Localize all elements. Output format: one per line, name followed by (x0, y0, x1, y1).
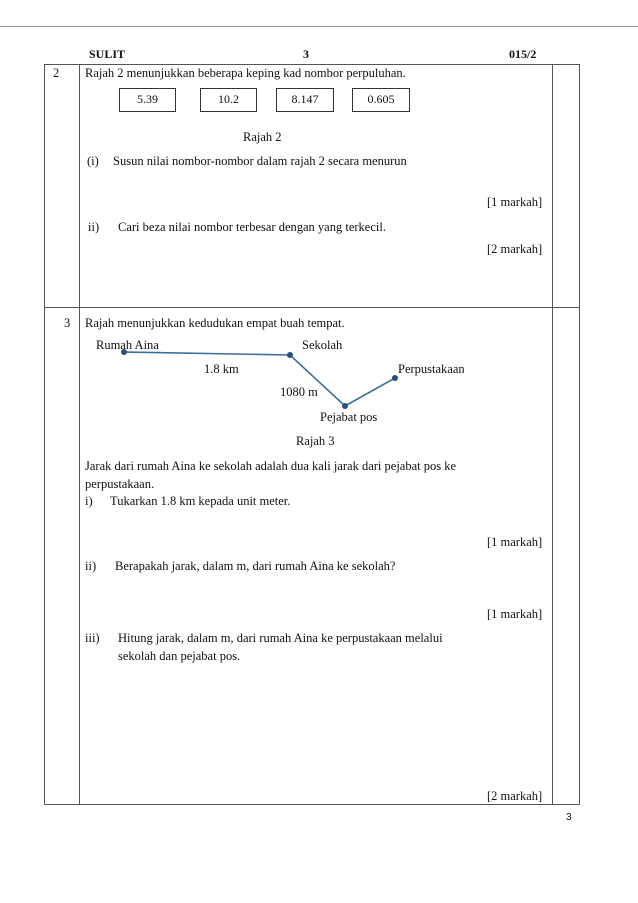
q2-part-ii-marks: [2 markah] (487, 242, 543, 256)
postoffice-point (342, 403, 348, 409)
label-distance-school-post: 1080 m (280, 385, 318, 399)
header-page-number: 3 (303, 47, 309, 61)
q2-part-ii-label: ii) (88, 220, 100, 234)
q2-stem: Rajah 2 menunjukkan beberapa keping kad nombor perpuluhan. (85, 66, 406, 80)
q3-info-line-1: Jarak dari rumah Aina ke sekolah adalah dua kali jarak dari pejabat pos ke (85, 459, 457, 473)
q3-part-iii-line-1: Hitung jarak, dalam m, dari rumah Aina ke perpustakaan melalui (118, 631, 443, 645)
q3-info-line-2: perpustakaan. (85, 477, 155, 491)
q3-figure-caption: Rajah 3 (296, 434, 335, 448)
q3-part-i-marks: [1 markah] (487, 535, 543, 549)
q3-part-iii-line-2: sekolah dan pejabat pos. (118, 649, 241, 663)
header-paper-code: 015/2 (509, 47, 537, 61)
q3-part-i-label: i) (85, 494, 93, 508)
q2-figure-caption: Rajah 2 (243, 130, 282, 144)
q3-stem: Rajah menunjukkan kedudukan empat buah tempat. (85, 316, 345, 330)
label-perpustakaan: Perpustakaan (398, 362, 465, 376)
school-point (287, 352, 293, 358)
number-card-3: 8.147 (276, 88, 334, 112)
q2-part-ii-text: Cari beza nilai nombor terbesar dengan yang terkecil. (118, 220, 386, 234)
q3-number: 3 (64, 316, 71, 330)
label-pejabat-pos: Pejabat pos (320, 410, 378, 424)
q3-part-i-text: Tukarkan 1.8 km kepada unit meter. (110, 494, 291, 508)
route-line (124, 352, 395, 406)
q2-number: 2 (53, 66, 60, 80)
q3-part-iii-marks: [2 markah] (487, 789, 543, 803)
q2-part-i-marks: [1 markah] (487, 195, 543, 209)
label-distance-home-school: 1.8 km (204, 362, 239, 376)
number-card-1: 5.39 (119, 88, 176, 112)
q3-part-iii-label: iii) (85, 631, 100, 645)
label-rumah-aina: Rumah Aina (96, 338, 159, 352)
header-sulit: SULIT (89, 47, 126, 61)
number-card-4: 0.605 (352, 88, 410, 112)
q2-part-i-label: (i) (87, 154, 99, 168)
number-card-2: 10.2 (200, 88, 257, 112)
label-sekolah: Sekolah (302, 338, 343, 352)
footer-page-number: 3 (566, 812, 572, 823)
q3-part-ii-marks: [1 markah] (487, 607, 543, 621)
q2-part-i-text: Susun nilai nombor-nombor dalam rajah 2 secara menurun (113, 154, 407, 168)
q3-part-ii-text: Berapakah jarak, dalam m, dari rumah Aina ke sekolah? (115, 559, 396, 573)
q3-part-ii-label: ii) (85, 559, 97, 573)
